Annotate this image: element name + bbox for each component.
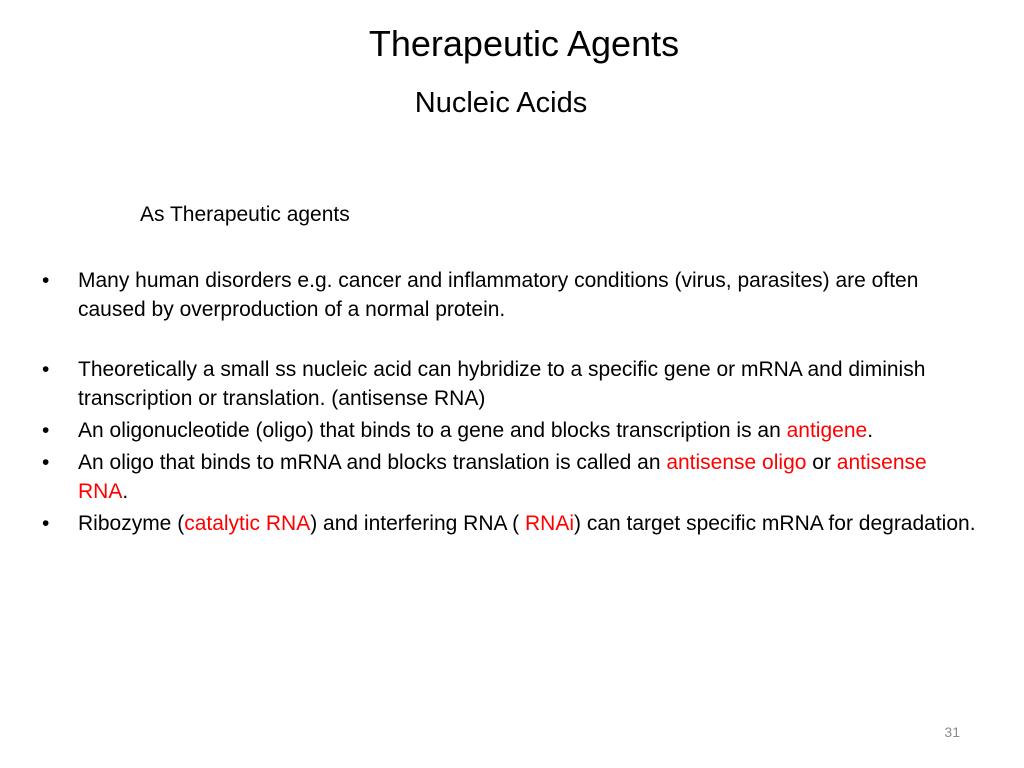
term-antisense-rna: antisense RNA [78, 451, 927, 503]
bullet-list [42, 266, 982, 538]
bullet-item-2 [42, 355, 982, 413]
bullet-item-4 [42, 448, 982, 506]
bullet-text: . [867, 419, 874, 442]
intro-text: As Therapeutic agents [140, 203, 350, 226]
term-antigene: antigene [786, 419, 868, 442]
bullet-text: An oligo that binds to mRNA and blocks translation is called an [78, 451, 667, 474]
bullet-text: ) can target specific mRNA for degradation. [574, 512, 976, 535]
bullet-text: or [806, 451, 837, 474]
page-number: 31 [944, 724, 960, 740]
slide-subtitle: Nucleic Acids [414, 87, 588, 119]
bullet-symbol: • [42, 451, 50, 474]
bullet-symbol: • [42, 358, 50, 381]
slide-title: Therapeutic Agents [368, 23, 680, 64]
bullet-item-5 [42, 509, 982, 538]
bullet-text: Ribozyme ( [78, 512, 185, 535]
bullet-text: . [122, 480, 129, 503]
bullet-text: Theoretically a small ss nucleic acid can hybridize to a specific gene or mRNA and diminish transcription or translation. (antisense RNA) [78, 358, 926, 410]
bullet-item-1 [42, 266, 982, 324]
bullet-symbol: • [42, 512, 50, 535]
bullet-symbol: • [42, 269, 50, 292]
bullet-text: An oligonucleotide (oligo) that binds to a gene and blocks transcription is an [78, 419, 787, 442]
term-antisense-oligo: antisense oligo [666, 451, 807, 474]
bullet-symbol: • [42, 419, 50, 442]
bullet-item-3 [42, 416, 982, 445]
bullet-text: ) and interfering RNA ( [310, 512, 525, 535]
bullet-text: Many human disorders e.g. cancer and inflammatory conditions (virus, parasites) are often caused by overproduction of a normal protein. [78, 269, 919, 321]
term-rnai: RNAi [525, 512, 575, 535]
term-catalytic-rna: catalytic RNA [184, 512, 311, 535]
